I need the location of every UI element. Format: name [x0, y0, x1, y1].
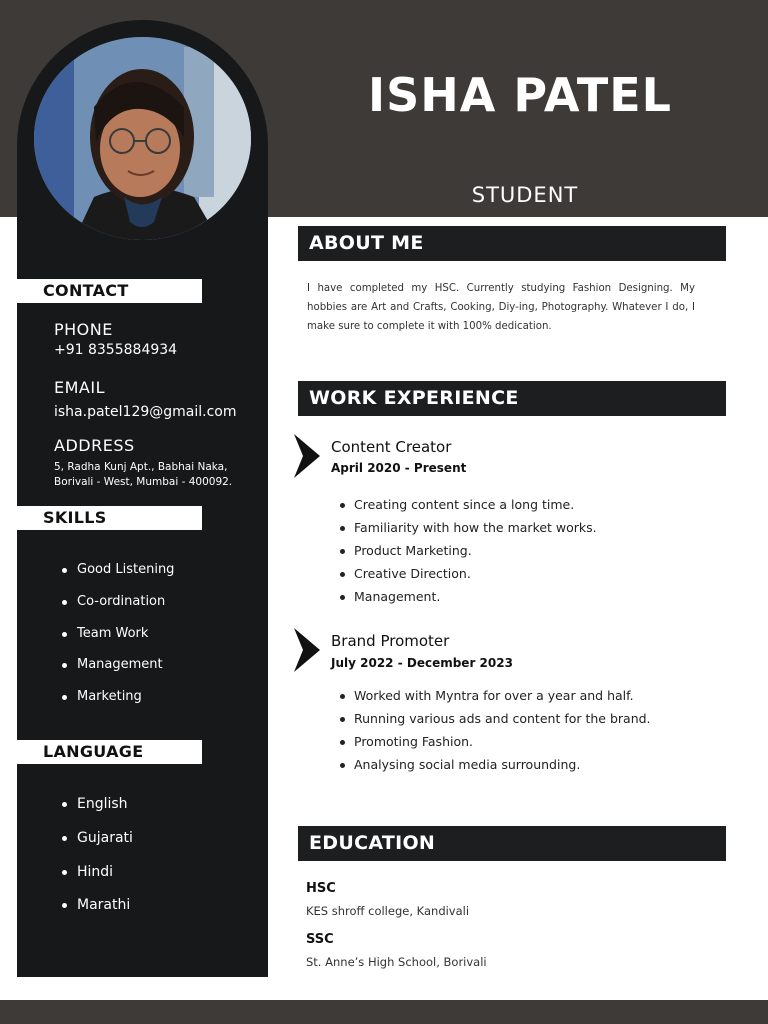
profile-photo: [34, 37, 251, 240]
phone-label: PHONE: [54, 320, 113, 339]
about-text: I have completed my HSC. Currently studying Fashion Designing. My hobbies are Art and Crafts, Cooking, Diy-ing, Photography. Whatever I do, I make sure to complete it with 100% dedication.: [307, 283, 695, 332]
chevron-right-icon: [294, 434, 320, 478]
language-item: Hindi: [60, 862, 133, 896]
job-dates: July 2022 - December 2023: [331, 656, 513, 670]
language-item: English: [60, 794, 133, 828]
about-heading: ABOUT ME: [298, 226, 726, 261]
skill-item: Management: [60, 655, 174, 687]
resume-role: STUDENT: [471, 183, 579, 207]
email-label: EMAIL: [54, 378, 105, 397]
list-item: Worked with Myntra for over a year and half.: [338, 687, 651, 710]
language-list: [60, 794, 133, 929]
address-line-1: 5, Radha Kunj Apt., Babhai Naka,: [54, 461, 228, 473]
list-item: Product Marketing.: [338, 542, 597, 565]
skills-heading: SKILLS: [17, 506, 202, 530]
footer-band: [0, 1000, 768, 1024]
work-heading: WORK EXPERIENCE: [298, 381, 726, 416]
address-line-2: Borivali - West, Mumbai - 400092.: [54, 476, 233, 488]
language-heading: LANGUAGE: [17, 740, 202, 764]
education-level: HSC: [306, 881, 336, 896]
list-item: Creating content since a long time.: [338, 496, 597, 519]
job-title: Content Creator: [331, 438, 452, 456]
address-label: ADDRESS: [54, 436, 135, 455]
education-level: SSC: [306, 932, 334, 947]
list-item: Management.: [338, 588, 597, 611]
language-item: Gujarati: [60, 828, 133, 862]
skills-list: [60, 560, 174, 719]
resume-name: ISHA PATEL: [368, 68, 672, 122]
education-school: KES shroff college, Kandivali: [306, 904, 470, 918]
list-item: Creative Direction.: [338, 565, 597, 588]
job-points: [338, 496, 597, 611]
job-title: Brand Promoter: [331, 632, 450, 650]
list-item: Promoting Fashion.: [338, 733, 651, 756]
list-item: Running various ads and content for the brand.: [338, 710, 651, 733]
contact-heading: CONTACT: [17, 279, 202, 303]
language-item: Marathi: [60, 895, 133, 929]
chevron-right-icon: [294, 628, 320, 672]
job-dates: April 2020 - Present: [331, 461, 467, 475]
address-value: [54, 460, 264, 490]
education-heading: EDUCATION: [298, 826, 726, 861]
skill-item: Team Work: [60, 624, 174, 656]
skill-item: Co-ordination: [60, 592, 174, 624]
skill-item: Marketing: [60, 687, 174, 719]
email-value: isha.patel129@gmail.com: [54, 404, 237, 420]
list-item: Analysing social media surrounding.: [338, 756, 651, 779]
list-item: Familiarity with how the market works.: [338, 519, 597, 542]
skill-item: Good Listening: [60, 560, 174, 592]
education-school: St. Anne’s High School, Borivali: [306, 955, 487, 969]
job-points: [338, 687, 651, 779]
phone-value: +91 8355884934: [54, 342, 178, 358]
